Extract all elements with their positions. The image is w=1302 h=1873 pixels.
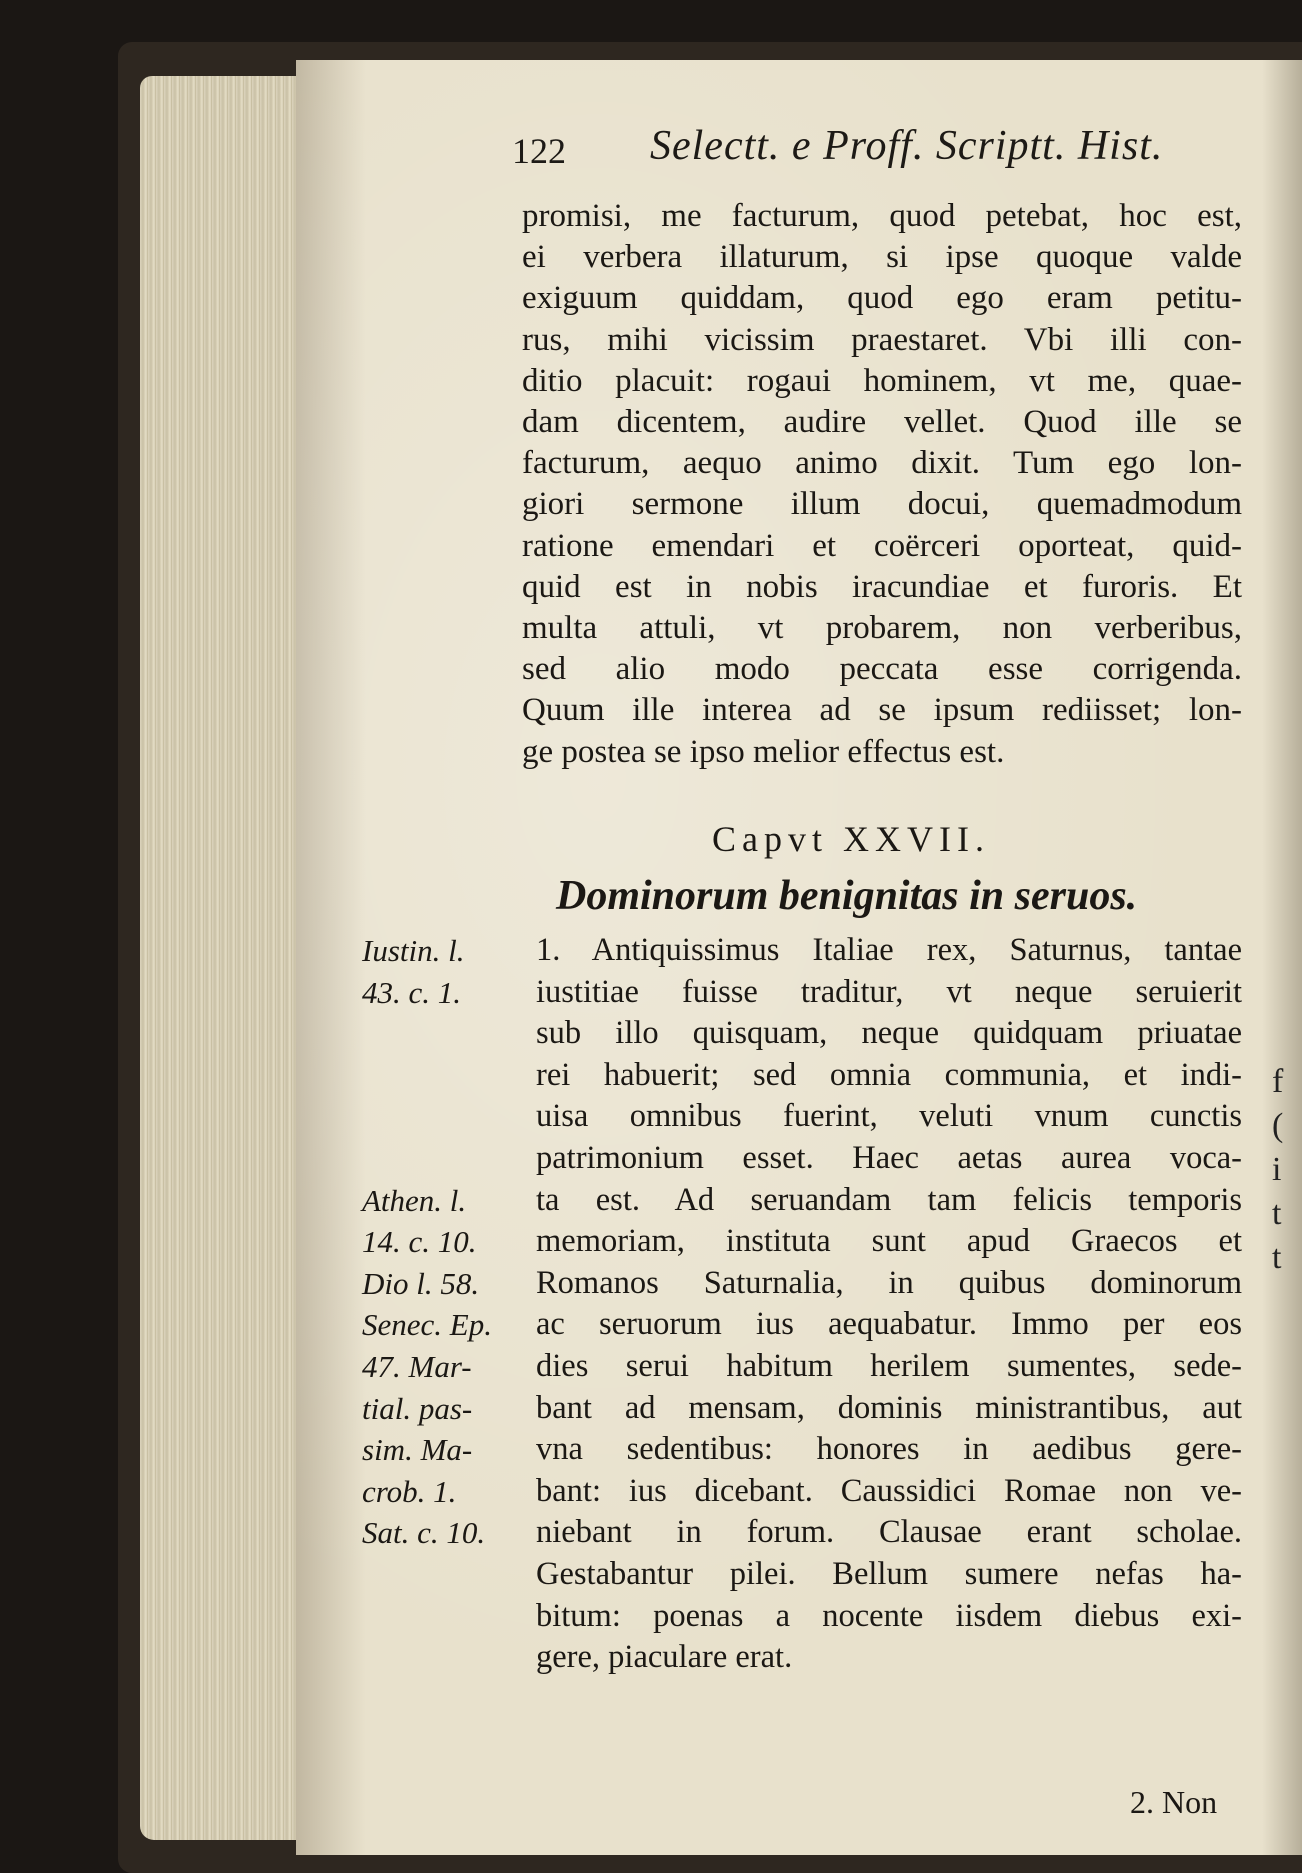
body-text-top xyxy=(522,196,1242,773)
margin-note: Senec. Ep. xyxy=(362,1307,492,1343)
margin-note: Iustin. l. xyxy=(362,933,465,968)
margin-note xyxy=(362,1096,534,1138)
text-line: quid est in nobis iracundiae et furoris. Et xyxy=(522,568,1242,605)
catchword: 2. Non xyxy=(1130,1784,1218,1820)
margin-note: Athen. l. xyxy=(362,1182,467,1218)
text-line: ge postea se ipso melior effectus est. xyxy=(522,733,1005,770)
text-line: Quum ille interea ad se ipsum rediisset; lon- xyxy=(522,692,1242,729)
text-line: 1. Antiquissimus Italiae rex, Saturnus, tantae xyxy=(536,932,1242,968)
text-line: niebant in forum. Clausae erant scholae. xyxy=(536,1514,1242,1551)
page-number: 122 xyxy=(512,131,566,171)
margin-note xyxy=(362,1013,534,1055)
text-line: facturum, aequo animo dixit. Tum ego lon- xyxy=(522,445,1242,482)
text-line: Gestabantur pilei. Bellum sumere nefas ha- xyxy=(536,1555,1242,1592)
text-line: rus, mihi vicissim praestaret. Vbi illi con- xyxy=(522,321,1242,358)
chapter-heading: Capvt XXVII. xyxy=(712,819,990,859)
margin-note: 43. c. 1. xyxy=(362,974,462,1010)
text-line: memoriam, instituta sunt apud Graecos et xyxy=(536,1223,1242,1260)
running-title: Selectt. e Proff. Scriptt. Hist. xyxy=(650,123,1164,169)
margin-note: Dio l. 58. xyxy=(362,1265,480,1301)
margin-note: Sat. c. 10. xyxy=(362,1515,486,1551)
text-line: Romanos Saturnalia, in quibus dominorum xyxy=(536,1264,1242,1301)
text-line: vna sedentibus: honores in aedibus gere- xyxy=(536,1431,1242,1468)
chapter-subtitle: Dominorum benignitas in seruos. xyxy=(556,873,1138,919)
margin-note xyxy=(362,1055,534,1097)
text-line: patrimonium esset. Haec aetas aurea voca- xyxy=(536,1139,1242,1176)
text-line: dies serui habitum herilem sumentes, sede- xyxy=(536,1347,1242,1384)
margin-note: 47. Mar- xyxy=(362,1348,472,1384)
text-line: multa attuli, vt probarem, non verberibus, xyxy=(522,610,1242,647)
text-line: promisi, me facturum, quod petebat, hoc est, xyxy=(522,198,1242,234)
text-line: sub illo quisquam, neque quidquam priuatae xyxy=(536,1015,1242,1052)
margin-note: 14. c. 10. xyxy=(362,1224,477,1260)
text-line: gere, piaculare erat. xyxy=(536,1639,793,1676)
text-line: giori sermone illum docui, quemadmodum xyxy=(522,486,1242,523)
margin-note: crob. 1. xyxy=(362,1473,457,1509)
text-line: bitum: poenas a nocente iisdem diebus exi- xyxy=(536,1597,1242,1634)
margin-note: tial. pas- xyxy=(362,1390,473,1426)
margin-note xyxy=(362,1138,534,1180)
text-line: ditio placuit: rogaui hominem, vt me, quae- xyxy=(522,362,1242,399)
margin-note: sim. Ma- xyxy=(362,1432,473,1468)
section-text xyxy=(536,930,1242,1679)
facing-page-edge: f ( i t t xyxy=(1272,1063,1284,1276)
text-line: exiguum quiddam, quod ego eram petitu- xyxy=(522,280,1242,317)
page-edges xyxy=(140,76,308,1840)
text-line: uisa omnibus fuerint, veluti vnum cunctis xyxy=(536,1098,1242,1135)
text-line: rei habuerit; sed omnia communia, et indi- xyxy=(536,1056,1242,1093)
text-line: bant ad mensam, dominis ministrantibus, aut xyxy=(536,1389,1242,1426)
margin-notes xyxy=(362,930,534,1554)
text-line: ei verbera illaturum, si ipse quoque valde xyxy=(522,239,1242,276)
text-line: ac seruorum ius aequabatur. Immo per eos xyxy=(536,1306,1242,1343)
running-head xyxy=(512,122,1212,182)
text-line: sed alio modo peccata esse corrigenda. xyxy=(522,651,1242,688)
text-line: bant: ius dicebant. Caussidici Romae non ve- xyxy=(536,1472,1242,1509)
text-line: ta est. Ad seruandam tam felicis temporis xyxy=(536,1181,1242,1218)
text-line: dam dicentem, audire vellet. Quod ille se xyxy=(522,404,1242,441)
text-line: ratione emendari et coërceri oporteat, quid- xyxy=(522,527,1242,564)
text-line: iustitiae fuisse traditur, vt neque seruierit xyxy=(536,973,1242,1010)
